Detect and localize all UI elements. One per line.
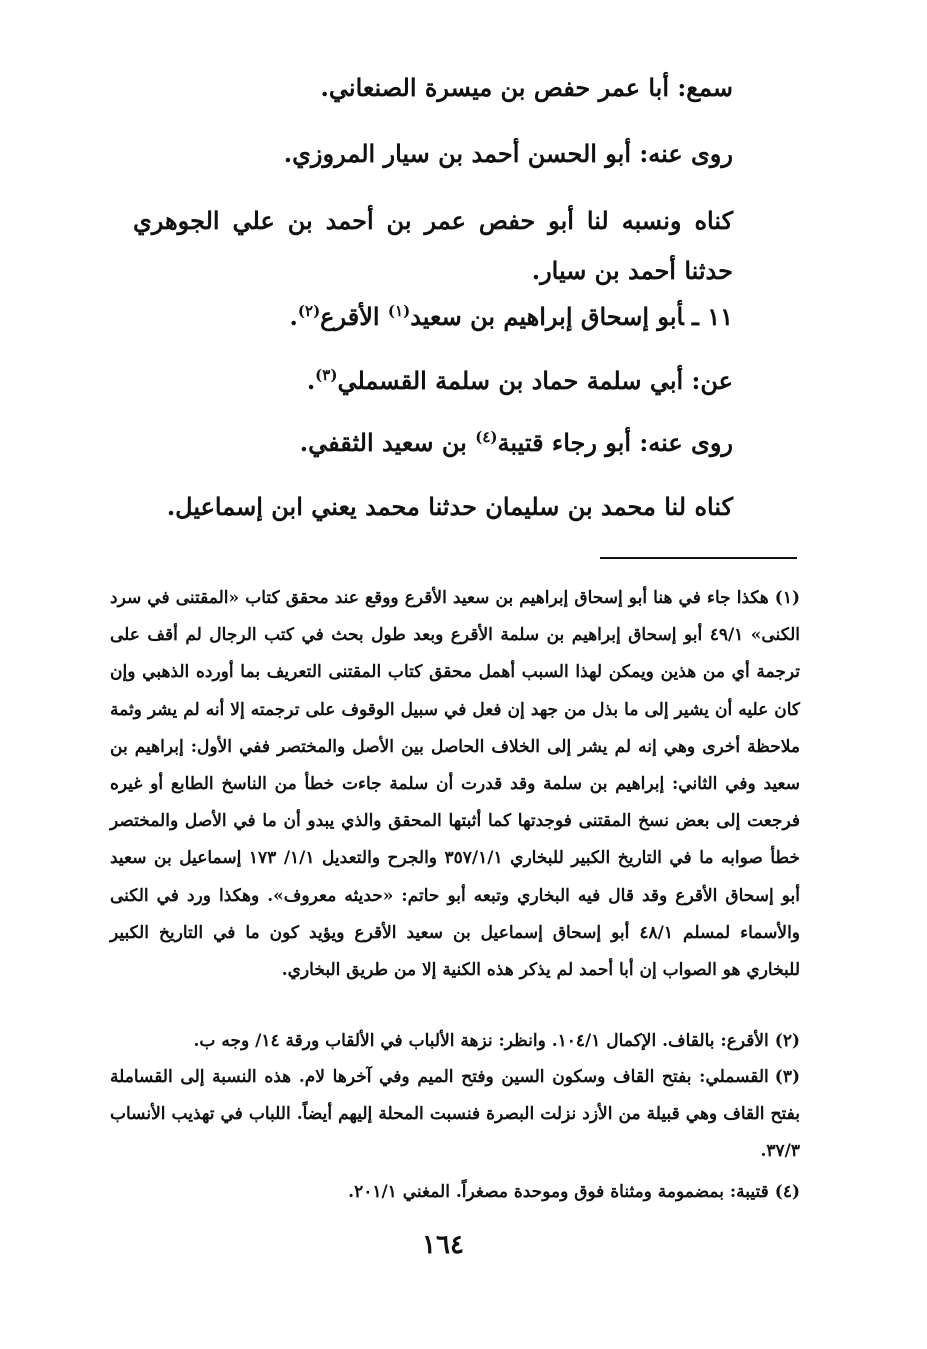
text-span: سمع: أبا عمر حفص بن ميسرة الصنعاني. xyxy=(320,73,733,102)
text-line-from xyxy=(307,366,733,396)
footnote-text: الأقرع: بالقاف. الإكمال ١٠٤/١. وانظر: نزهة الألباب في الألقاب ورقة ١٤/ وجه ب. xyxy=(193,1031,769,1051)
text-span: روى عنه: أبو الحسن أحمد بن سيار المروزي. xyxy=(283,139,733,168)
entry-name-part: الأقرع xyxy=(320,302,388,331)
text-span: عن: أبي سلمة حماد بن سلمة القسملي xyxy=(337,366,733,395)
entry-heading xyxy=(290,302,733,332)
footnote-label: (٣) xyxy=(774,1067,800,1087)
text-paragraph-kunya xyxy=(133,196,733,296)
text-line-heard-from xyxy=(321,74,733,103)
text-span: كناه ونسبه لنا أبو حفص عمر بن أحمد بن علي الجوهري حدثنا أحمد بن سيار. xyxy=(133,206,733,285)
footnote-ref: (٢) xyxy=(297,302,321,320)
footnote-ref: (٣) xyxy=(315,366,338,384)
footnote-text: هكذا جاء في هنا أبو إسحاق إبراهيم بن سعيد الأقرع ووقع عند محقق كتاب «المقتنى في سرد الكنى» ٤٩/١ أبو إسحاق إبراهيم بن سلمة الأقرع وبعد طول بحث في كتب الرجال لم أقف على ترجمة أي من هذين ويمكن لهذا السبب أهمل محقق كتاب المقتنى التعريف بما أورده الذهبي وإن كان عليه أن يشير إلى ما بذل من جهد إن فعل في سبيل الوقوف على ترجمته إلا أنه لم يشر وثمة ملاحظة أخرى وهي إنه لم يشر إلى الخلاف الحاصل بين الأصل والمختصر ففي الأول: إبراهيم بن سعيد وفي الثاني: إبراهيم بن سلمة وقد قدرت أن سلمة جاءت خطأ من الناسخ الطابع أو غيره فرجعت إلى بعض نسخ المقتنى فوجدتها كما أثبتها المحقق والذي يبدو أن ما في الأصل والمختصر خطأ صوابه ما في التاريخ الكبير للبخاري ٣٥٧/١/١ والجرح والتعديل ١/١/ ١٧٣ إسماعيل بن سعيد أبو إسحاق الأقرع وقد قال فيه البخاري وتبعه أبو حاتم: «حديثه معروف». وهكذا ورد في الكنى والأسماء لمسلم ٤٨/١ أبو إسحاق إسماعيل بن سعيد الأقرع ويؤيد كون ما في التاريخ الكبير للبخاري هو الصواب إن أبا أحمد لم يذكر هذه الكنية إلا من طريق البخاري. xyxy=(110,588,801,981)
footnote-ref: (٤) xyxy=(475,428,498,446)
footnote-1 xyxy=(110,580,800,989)
text-line-narrated-by xyxy=(284,140,733,169)
footnote-text: القسملي: بفتح القاف وسكون السين وفتح الميم وفي آخرها لام. هذه النسبة إلى القساملة بفتح القاف وهي قبيلة من الأزد نزلت البصرة فنسبت المحلة إليهم أيضاً. اللباب في تهذيب الأنساب ٣٧/٣. xyxy=(110,1067,800,1162)
entry-number: ١١ ـ xyxy=(691,302,733,331)
footnote-2 xyxy=(110,1023,800,1060)
text-line-narrated-by-2 xyxy=(300,428,733,458)
footnote-label: (٤) xyxy=(774,1182,800,1202)
footnote-text: قتيبة: بمضمومة ومثناة فوق وموحدة مصغراً. المغني ٢٠١/١. xyxy=(348,1182,769,1202)
text-span: بن سعيد الثقفي. xyxy=(299,428,476,457)
footnote-4 xyxy=(110,1174,800,1211)
text-span: . xyxy=(306,366,316,395)
footnote-label: (٢) xyxy=(774,1031,800,1051)
footnote-separator xyxy=(600,557,797,559)
footnote-3 xyxy=(110,1059,800,1171)
entry-name-part: أبو إسحاق إبراهيم بن سعيد xyxy=(410,302,684,331)
footnote-ref: (١) xyxy=(387,302,411,320)
entry-punct: . xyxy=(289,302,298,331)
text-line-kunya-2 xyxy=(167,493,733,522)
page-number: ١٦٤ xyxy=(422,1230,464,1260)
text-span: روى عنه: أبو رجاء قتيبة xyxy=(497,428,733,457)
footnote-label: (١) xyxy=(774,588,800,608)
text-span: كناه لنا محمد بن سليمان حدثنا محمد يعني ابن إسماعيل. xyxy=(166,492,733,521)
